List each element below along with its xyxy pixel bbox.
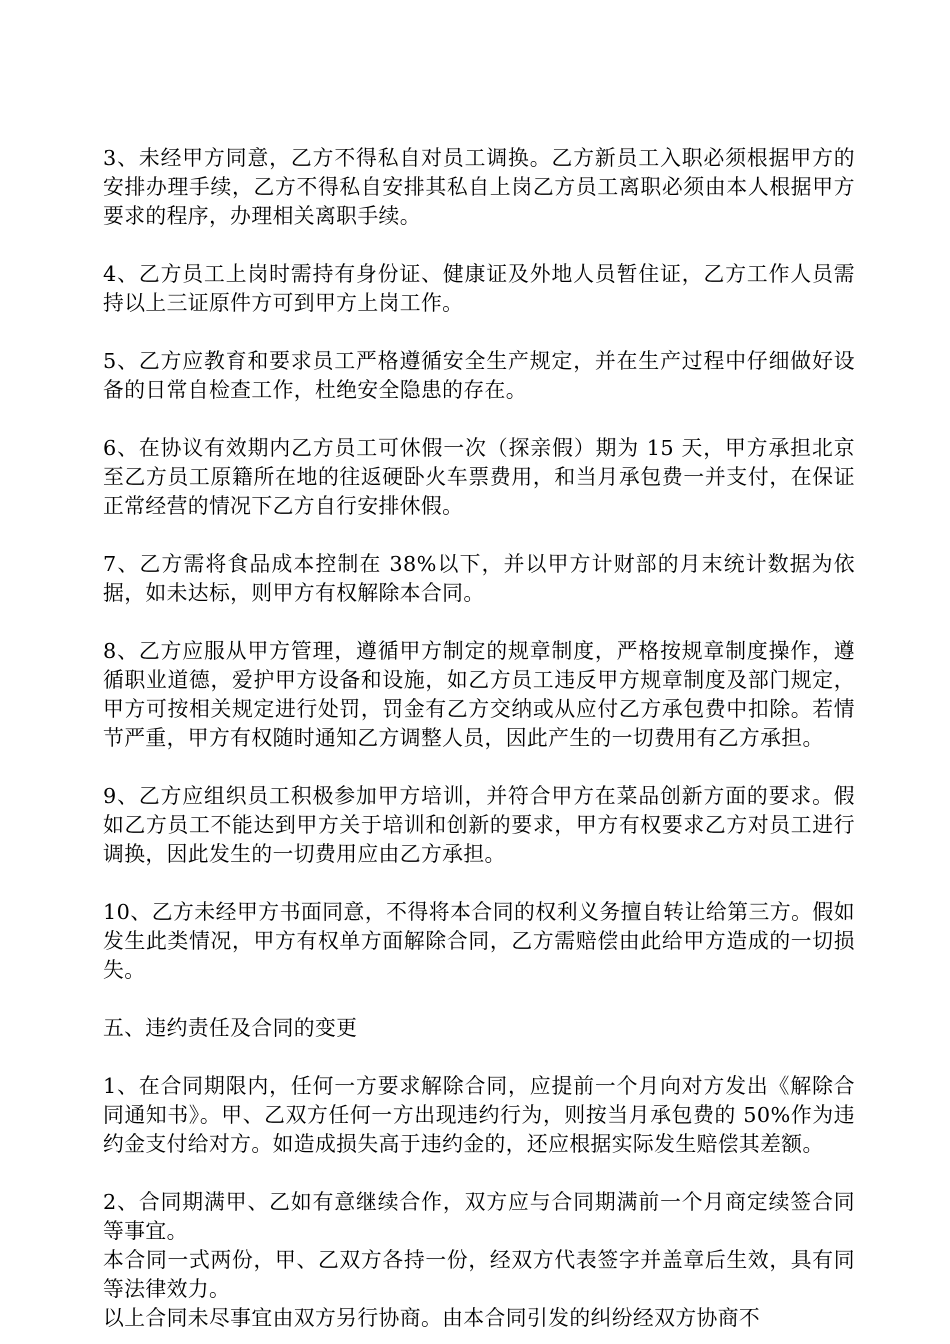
- breach-clause-2: 2、合同期满甲、乙如有意继续合作，双方应与合同期满前一个月商定续签合同等事宜。: [103, 1190, 855, 1243]
- document-page: [103, 144, 855, 1333]
- section-heading-5: 五、违约责任及合同的变更: [103, 1016, 358, 1040]
- breach-clause-1: 1、在合同期限内，任何一方要求解除合同，应提前一个月向对方发出《解除合同通知书》。甲、乙双方任何一方出现违约行为，则按当月承包费的 50%作为违约金支付给对方。如造成损失高于违约金的，还应根据实际发生赔偿其差额。: [103, 1074, 855, 1156]
- copies-statement: 本合同一式两份，甲、乙双方各持一份，经双方代表签字并盖章后生效，具有同等法律效力。: [103, 1248, 855, 1301]
- clause-4: 4、乙方员工上岗时需持有身份证、健康证及外地人员暂住证，乙方工作人员需持以上三证原件方可到甲方上岗工作。: [103, 262, 855, 315]
- clause-8: 8、乙方应服从甲方管理，遵循甲方制定的规章制度，严格按规章制度操作，遵循职业道德，爱护甲方设备和设施，如乙方员工违反甲方规章制度及部门规定，甲方可按相关规定进行处罚，罚金有乙方交纳或从应付乙方承包费中扣除。若情节严重，甲方有权随时通知乙方调整人员，因此产生的一切费用有乙方承担。: [103, 639, 855, 750]
- clause-7: 7、乙方需将食品成本控制在 38%以下，并以甲方计财部的月末统计数据为依据，如未达标，则甲方有权解除本合同。: [103, 552, 855, 605]
- clause-3: 3、未经甲方同意，乙方不得私自对员工调换。乙方新员工入职必须根据甲方的安排办理手续，乙方不得私自安排其私自上岗乙方员工离职必须由本人根据甲方要求的程序，办理相关离职手续。: [103, 146, 855, 228]
- clause-6: 6、在协议有效期内乙方员工可休假一次（探亲假）期为 15 天，甲方承担北京至乙方员工原籍所在地的往返硬卧火车票费用，和当月承包费一并支付，在保证正常经营的情况下乙方自行安排休假。: [103, 436, 855, 518]
- disputes-statement: 以上合同未尽事宜由双方另行协商。由本合同引发的纠纷经双方协商不: [103, 1306, 761, 1330]
- clause-5: 5、乙方应教育和要求员工严格遵循安全生产规定，并在生产过程中仔细做好设备的日常自检查工作，杜绝安全隐患的存在。: [103, 349, 855, 402]
- clause-10: 10、乙方未经甲方书面同意，不得将本合同的权利义务擅自转让给第三方。假如发生此类情况，甲方有权单方面解除合同，乙方需赔偿由此给甲方造成的一切损失。: [103, 900, 855, 982]
- clause-9: 9、乙方应组织员工积极参加甲方培训，并符合甲方在菜品创新方面的要求。假如乙方员工不能达到甲方关于培训和创新的要求，甲方有权要求乙方对员工进行调换，因此发生的一切费用应由乙方承担。: [103, 784, 855, 866]
